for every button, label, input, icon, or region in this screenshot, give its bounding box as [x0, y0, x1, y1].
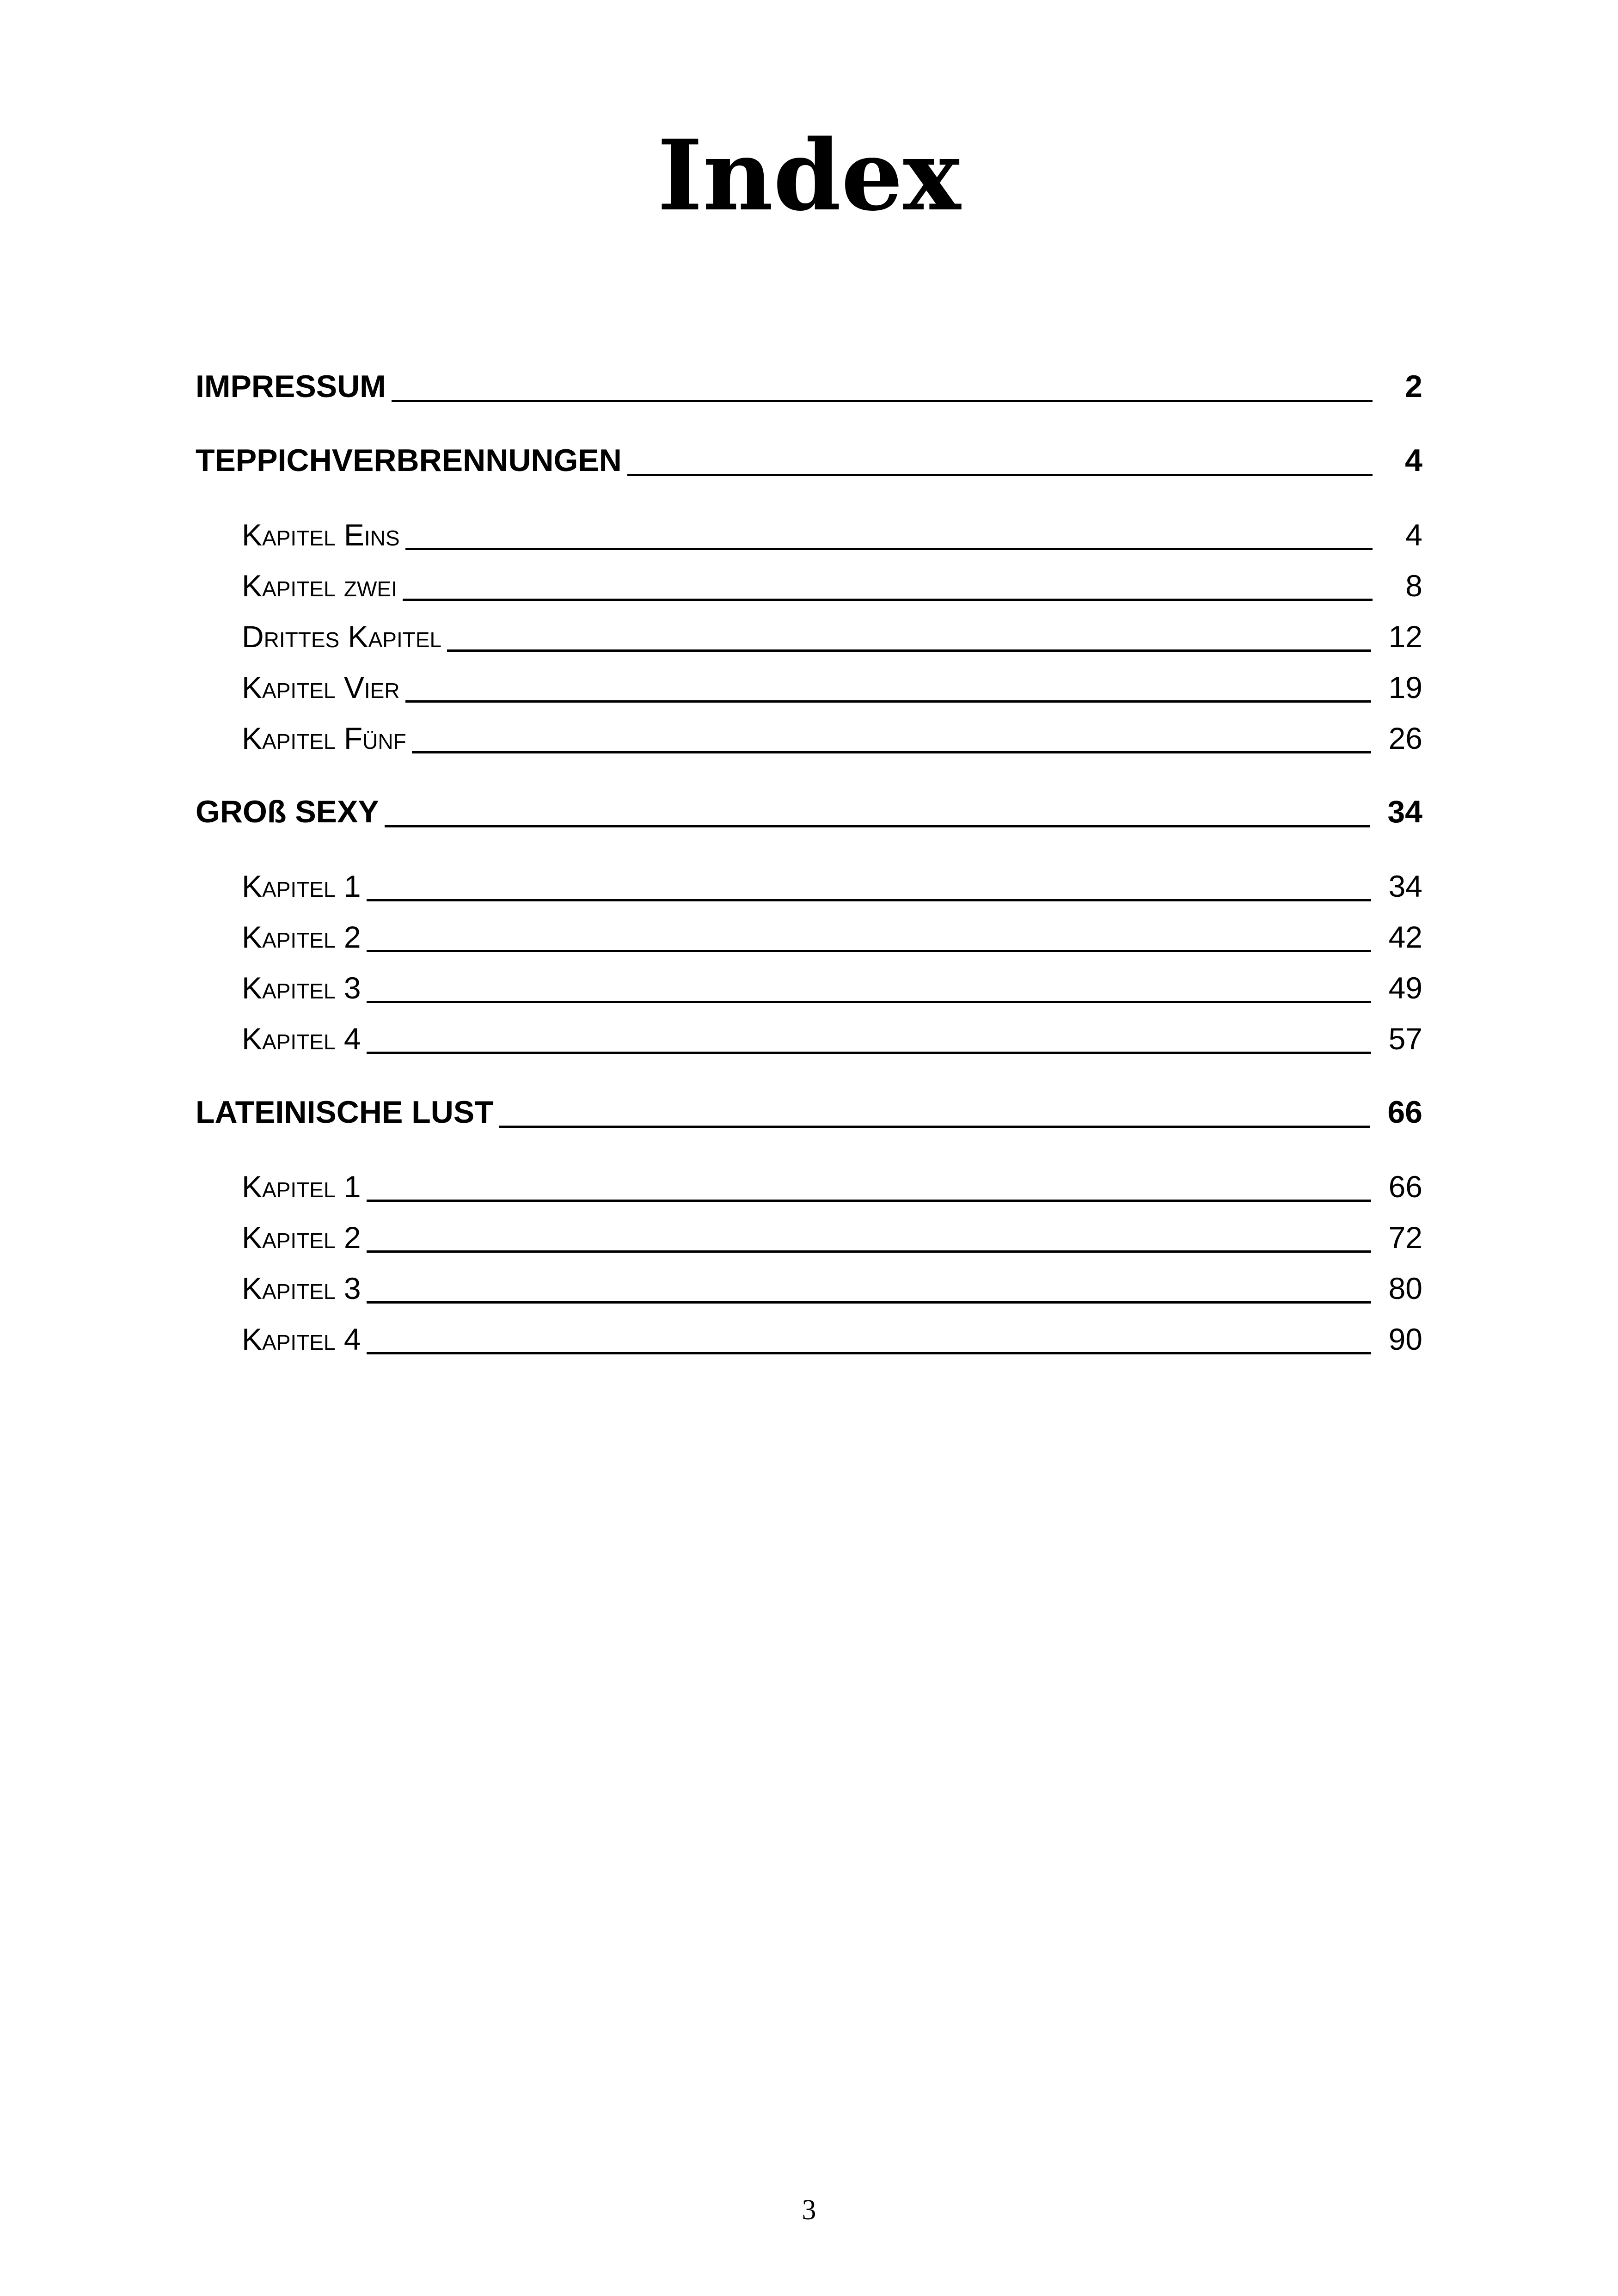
- toc-entry-kapitel-fuenf[interactable]: [0, 714, 1618, 760]
- toc-entry-kapitel-3[interactable]: [0, 1264, 1618, 1310]
- toc-leader-line: [392, 400, 1373, 402]
- toc-entry-page: 8: [1405, 569, 1422, 603]
- toc-entry-kapitel-eins[interactable]: [0, 510, 1618, 557]
- toc-leader-line: [405, 700, 1371, 703]
- toc-leader-line: [367, 1352, 1371, 1354]
- toc-entry-label: Kapitel 2: [242, 920, 361, 954]
- toc-entry-label: Kapitel 4: [242, 1322, 361, 1356]
- toc-leader-line: [499, 1126, 1370, 1128]
- toc-entry-teppichverbrennungen[interactable]: [0, 436, 1618, 483]
- toc-entry-label: TEPPICHVERBRENNUNGEN: [196, 443, 622, 478]
- toc-entry-kapitel-2[interactable]: [0, 912, 1618, 959]
- toc-leader-line: [627, 474, 1373, 476]
- page-number: 3: [802, 2194, 816, 2226]
- toc-entry-label: Kapitel Vier: [242, 670, 400, 704]
- toc-entry-page: 66: [1388, 1169, 1422, 1204]
- toc-entry-page: 4: [1405, 518, 1422, 552]
- toc-entry-page: 80: [1388, 1271, 1422, 1305]
- toc-leader-line: [367, 1001, 1371, 1003]
- toc-entry-kapitel-2[interactable]: [0, 1213, 1618, 1259]
- toc-entry-page: 42: [1388, 920, 1422, 954]
- toc-entry-page: 26: [1388, 721, 1422, 755]
- toc-entry-label: Kapitel 1: [242, 1169, 361, 1204]
- toc-entry-label: IMPRESSUM: [196, 369, 386, 404]
- toc-entry-drittes-kapitel[interactable]: [0, 612, 1618, 658]
- toc-leader-line: [367, 950, 1371, 952]
- toc-entry-kapitel-4[interactable]: [0, 1315, 1618, 1361]
- toc-entry-page: 4: [1405, 443, 1422, 478]
- toc-entry-kapitel-4[interactable]: [0, 1014, 1618, 1060]
- toc-entry-gross-sexy[interactable]: [0, 788, 1618, 834]
- toc-leader-line: [447, 649, 1371, 652]
- toc-entry-label: Kapitel 2: [242, 1220, 361, 1255]
- toc-entry-label: Kapitel 3: [242, 1271, 361, 1305]
- toc-entry-label: Kapitel 1: [242, 869, 361, 903]
- toc-entry-page: 49: [1388, 971, 1422, 1005]
- toc-entry-label: Kapitel 3: [242, 971, 361, 1005]
- toc-leader-line: [367, 1250, 1371, 1253]
- toc-entry-label: Drittes Kapitel: [242, 619, 442, 654]
- toc-entry-kapitel-1[interactable]: [0, 1162, 1618, 1208]
- toc-entry-page: 12: [1388, 619, 1422, 654]
- toc-entry-lateinische-lust[interactable]: [0, 1088, 1618, 1134]
- toc-entry-page: 34: [1388, 869, 1422, 903]
- toc-leader-line: [403, 599, 1373, 601]
- toc-entry-label: LATEINISCHE LUST: [196, 1095, 494, 1130]
- toc-leader-line: [367, 1301, 1371, 1304]
- toc-entry-label: Kapitel Fünf: [242, 721, 406, 755]
- toc-entry-label: Kapitel zwei: [242, 569, 397, 603]
- toc-entry-kapitel-vier[interactable]: [0, 663, 1618, 709]
- toc-leader-line: [367, 1052, 1371, 1054]
- toc-leader-line: [367, 899, 1371, 901]
- toc-entry-label: GROß SEXY: [196, 794, 379, 829]
- toc-leader-line: [385, 825, 1370, 827]
- toc-entry-page: 72: [1388, 1220, 1422, 1255]
- page-title: Index: [657, 118, 961, 233]
- toc-leader-line: [412, 751, 1371, 753]
- toc-entry-kapitel-3[interactable]: [0, 963, 1618, 1010]
- toc-entry-page: 2: [1405, 369, 1422, 404]
- toc-entry-page: 34: [1387, 794, 1422, 829]
- toc-entry-page: 66: [1387, 1095, 1422, 1130]
- toc-leader-line: [405, 548, 1373, 550]
- toc-entry-label: Kapitel Eins: [242, 518, 400, 552]
- toc-entry-page: 90: [1388, 1322, 1422, 1356]
- toc-entry-page: 57: [1388, 1022, 1422, 1056]
- toc-leader-line: [367, 1200, 1371, 1202]
- toc-entry-impressum[interactable]: [0, 362, 1618, 409]
- toc-entry-kapitel-zwei[interactable]: [0, 561, 1618, 607]
- toc-entry-label: Kapitel 4: [242, 1022, 361, 1056]
- toc-entry-page: 19: [1388, 670, 1422, 704]
- toc-entry-kapitel-1[interactable]: [0, 862, 1618, 908]
